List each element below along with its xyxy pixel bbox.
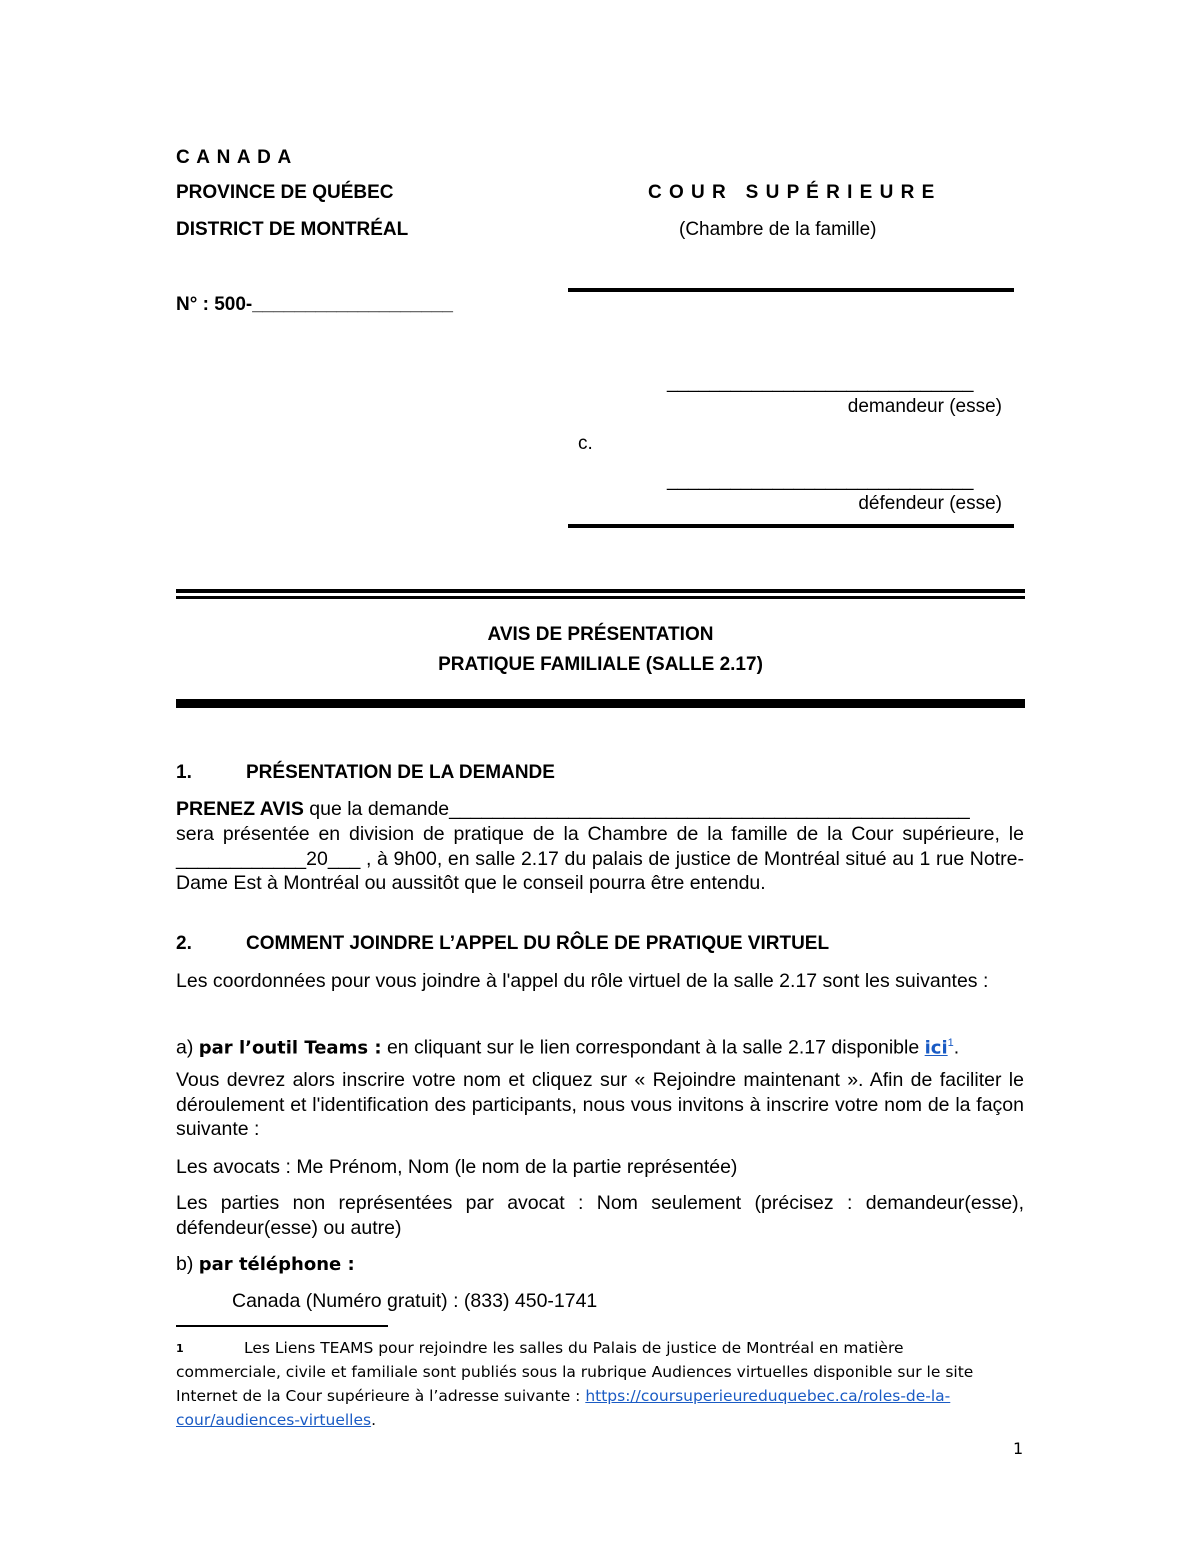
teams-end: . xyxy=(953,1036,960,1059)
footnote-separator xyxy=(176,1325,388,1327)
phone-line xyxy=(176,1252,355,1278)
notice-rest: que la demande________________________________________________ xyxy=(303,798,970,820)
footnote-marker: 1 xyxy=(176,1342,184,1355)
title-line-2: PRATIQUE FAMILIALE (SALLE 2.17) xyxy=(438,654,763,675)
instructions-paragraph: Vous devrez alors inscrire votre nom et cliquez sur « Rejoindre maintenant ». Afin de faciliter le déroulement et l'identification des participants, nous vous invitons à inscrire votre nom de la façon suivante : xyxy=(176,1069,1024,1140)
teams-text: en cliquant sur le lien correspondant à la salle 2.17 disponible xyxy=(381,1036,925,1059)
phone-prefix: b) xyxy=(176,1253,199,1275)
section1-paragraph: sera présentée en division de pratique de la Chambre de la famille de la Cour supérieure, le ____________20___ , à 9h00, en salle 2.17 du palais de justice de Montréal situé au 1 rue Notre-Dame Est à Montréal ou aussitôt que le conseil pourra être entendu. xyxy=(176,823,1024,894)
teams-link[interactable]: ici xyxy=(924,1037,948,1059)
section2-heading: COMMENT JOINDRE L’APPEL DU RÔLE DE PRATIQUE VIRTUEL xyxy=(246,933,830,954)
teams-bold: par l’outil Teams : xyxy=(198,1037,382,1059)
section1-number: 1. xyxy=(176,762,192,783)
notice-bold: PRENEZ AVIS xyxy=(176,798,304,820)
defendant-blank: _____________________________ xyxy=(667,470,974,491)
section2-number: 2. xyxy=(176,933,192,954)
chamber-label: (Chambre de la famille) xyxy=(679,219,877,240)
parties-top-rule xyxy=(568,288,1014,292)
section2-intro: Les coordonnées pour vous joindre à l'appel du rôle virtuel de la salle 2.17 sont les suivantes : xyxy=(176,970,989,992)
district-label: DISTRICT DE MONTRÉAL xyxy=(176,219,409,240)
teams-prefix: a) xyxy=(176,1036,199,1059)
title-line-1: AVIS DE PRÉSENTATION xyxy=(487,624,714,645)
footnote-body: Les Liens TEAMS pour rejoindre les salles du Palais de justice de Montréal en matière commerciale, civile et familiale sont publiés sous la rubrique Audiences virtuelles disponible sur le site Internet de la Cour supérieure à l’adresse suivante : xyxy=(176,1339,974,1405)
phone-bold: par téléphone : xyxy=(198,1254,355,1275)
title-top-rule-2 xyxy=(176,596,1025,599)
court-name: C O U R S U P É R I E U R E xyxy=(648,182,936,203)
plaintiff-blank: _____________________________ xyxy=(667,372,974,393)
footnote-text xyxy=(176,1336,1006,1432)
parties-format: Les parties non représentées par avocat : Nom seulement (précisez : demandeur(esse), défendeur(esse) ou autre) xyxy=(176,1192,1024,1239)
parties-bottom-rule xyxy=(568,524,1014,528)
title-bottom-rule xyxy=(176,699,1025,708)
title-top-rule-1 xyxy=(176,589,1025,593)
footnote-url[interactable]: https://coursuperieureduquebec.ca/roles-de-la-cour/audiences-virtuelles xyxy=(176,1387,951,1429)
country-label: C A N A D A xyxy=(176,147,293,168)
section1-heading: PRÉSENTATION DE LA DEMANDE xyxy=(246,762,555,783)
footnote-ref[interactable]: 1 xyxy=(947,1037,954,1049)
plaintiff-label: demandeur (esse) xyxy=(847,396,1002,417)
lawyers-format: Les avocats : Me Prénom, Nom (le nom de la partie représentée) xyxy=(176,1156,738,1178)
page-number: 1 xyxy=(1013,1439,1024,1458)
footnote-end: . xyxy=(371,1411,377,1429)
teams-line xyxy=(176,1031,1024,1061)
notice-line xyxy=(176,797,1024,822)
phone-number: Canada (Numéro gratuit) : (833) 450-1741 xyxy=(232,1290,598,1312)
province-label: PROVINCE DE QUÉBEC xyxy=(176,182,394,203)
file-number: N° : 500-___________________ xyxy=(176,294,454,315)
defendant-label: défendeur (esse) xyxy=(858,493,1002,514)
versus-label: c. xyxy=(578,433,593,454)
